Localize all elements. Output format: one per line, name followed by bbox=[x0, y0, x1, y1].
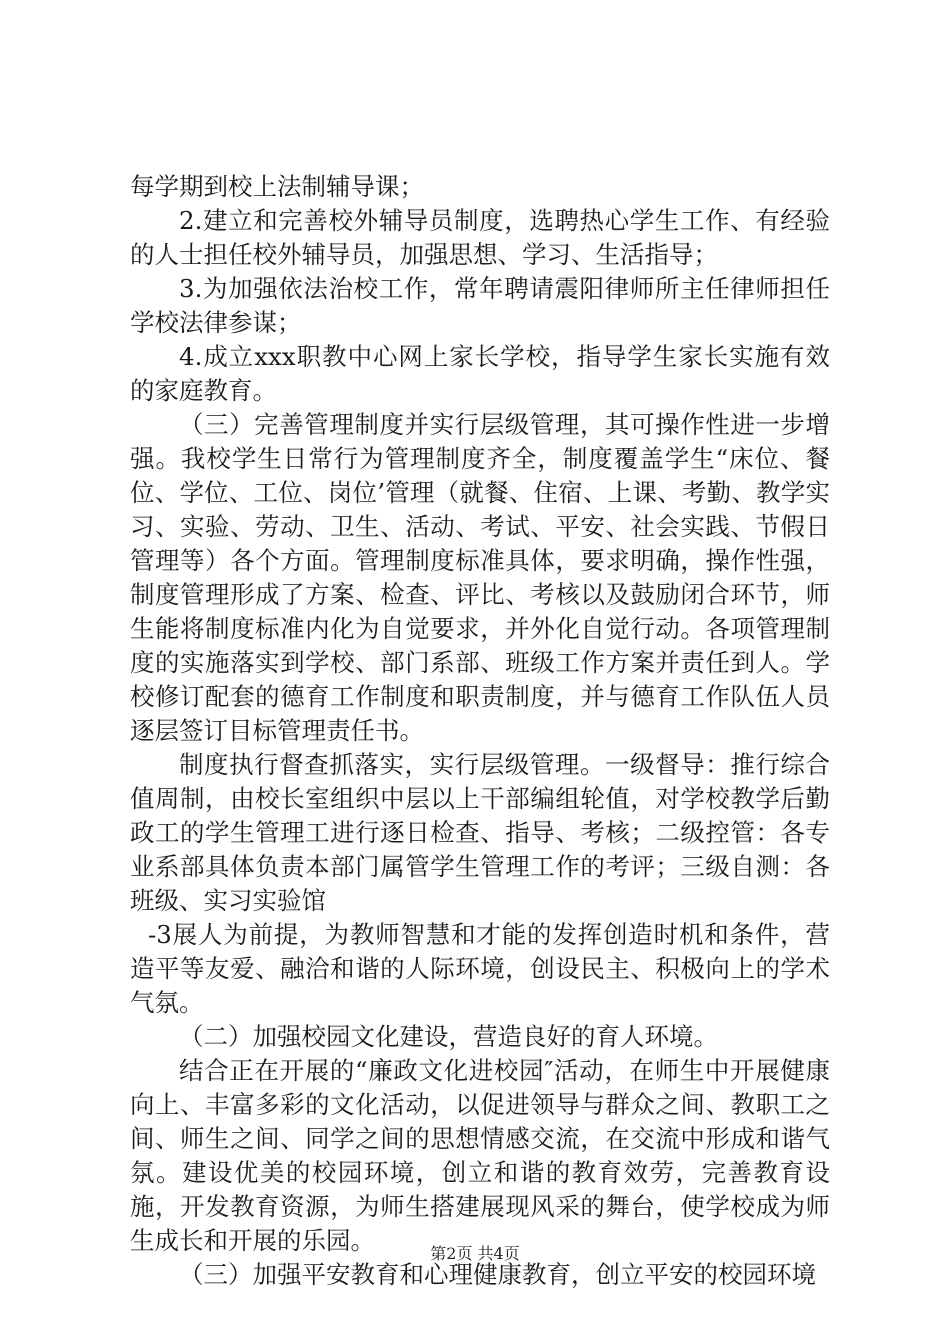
paragraph-8: （二）加强校园文化建设，营造良好的育人环境。 bbox=[179, 1022, 718, 1051]
paragraph-1: 每学期到校上法制辅导课； bbox=[130, 172, 424, 201]
paragraph-5: （三）完善管理制度并实行层级管理，其可操作性进一步增强。我校学生日常行为管理制度齐全，制度覆盖学生“床位、餐位、学位、工位、岗位’管理（就餐、住宿、上课、考勤、教学实习、实验、劳动、卫生、活动、考试、平安、社会实践、节假日管理等）各个方面。管理制度标准具体，要求明确，操作性强，制度管理形成了方案、检查、评比、考核以及鼓励闭合环节，师生能将制度标准内化为自觉要求，并外化自觉行动。各项管理制度的实施落实到学校、部门系部、班级工作方案并责任到人。学校修订配套的德育工作制度和职责制度，并与德育工作队伍人员逐层签订目标管理责任书。 bbox=[130, 410, 830, 745]
paragraph-7: -3展人为前提，为教师智慧和才能的发挥创造时机和条件，营造平等友爱、融洽和谐的人际环境，创设民主、积极向上的学术气氛。 bbox=[130, 920, 830, 1017]
paragraph-4: 4.成立xxx职教中心网上家长学校，指导学生家长实施有效的家庭教育。 bbox=[130, 342, 830, 405]
page-footer: 第2页 共4页 bbox=[430, 1244, 520, 1263]
paragraph-9: 结合正在开展的“廉政文化进校园″活动，在师生中开展健康向上、丰富多彩的文化活动，以促进领导与群众之间、教职工之间、师生之间、同学之间的思想情感交流，在交流中形成和谐气氛。建设优美的校园环境，创立和谐的教育效劳，完善教育设施，开发教育资源，为师生搭建展现风采的舞台，使学校成为师生成长和开展的乐园。 bbox=[130, 1056, 830, 1255]
paragraph-10: （三）加强平安教育和心理健康教育，创立平安的校园环境 bbox=[179, 1260, 816, 1289]
document-body bbox=[130, 170, 830, 1292]
paragraph-6: 制度执行督查抓落实，实行层级管理。一级督导：推行综合值周制，由校长室组织中层以上干部编组轮值，对学校教学后勤政工的学生管理工进行逐日检查、指导、考核；二级控管：各专业系部具体负责本部门属管学生管理工作的考评；三级自测：各班级、实习实验馆 bbox=[130, 750, 830, 915]
paragraph-2: 2.建立和完善校外辅导员制度，选聘热心学生工作、有经验的人士担任校外辅导员，加强思想、学习、生活指导； bbox=[130, 206, 830, 269]
paragraph-3: 3.为加强依法治校工作，常年聘请震阳律师所主任律师担任学校法律参谋； bbox=[130, 274, 830, 337]
